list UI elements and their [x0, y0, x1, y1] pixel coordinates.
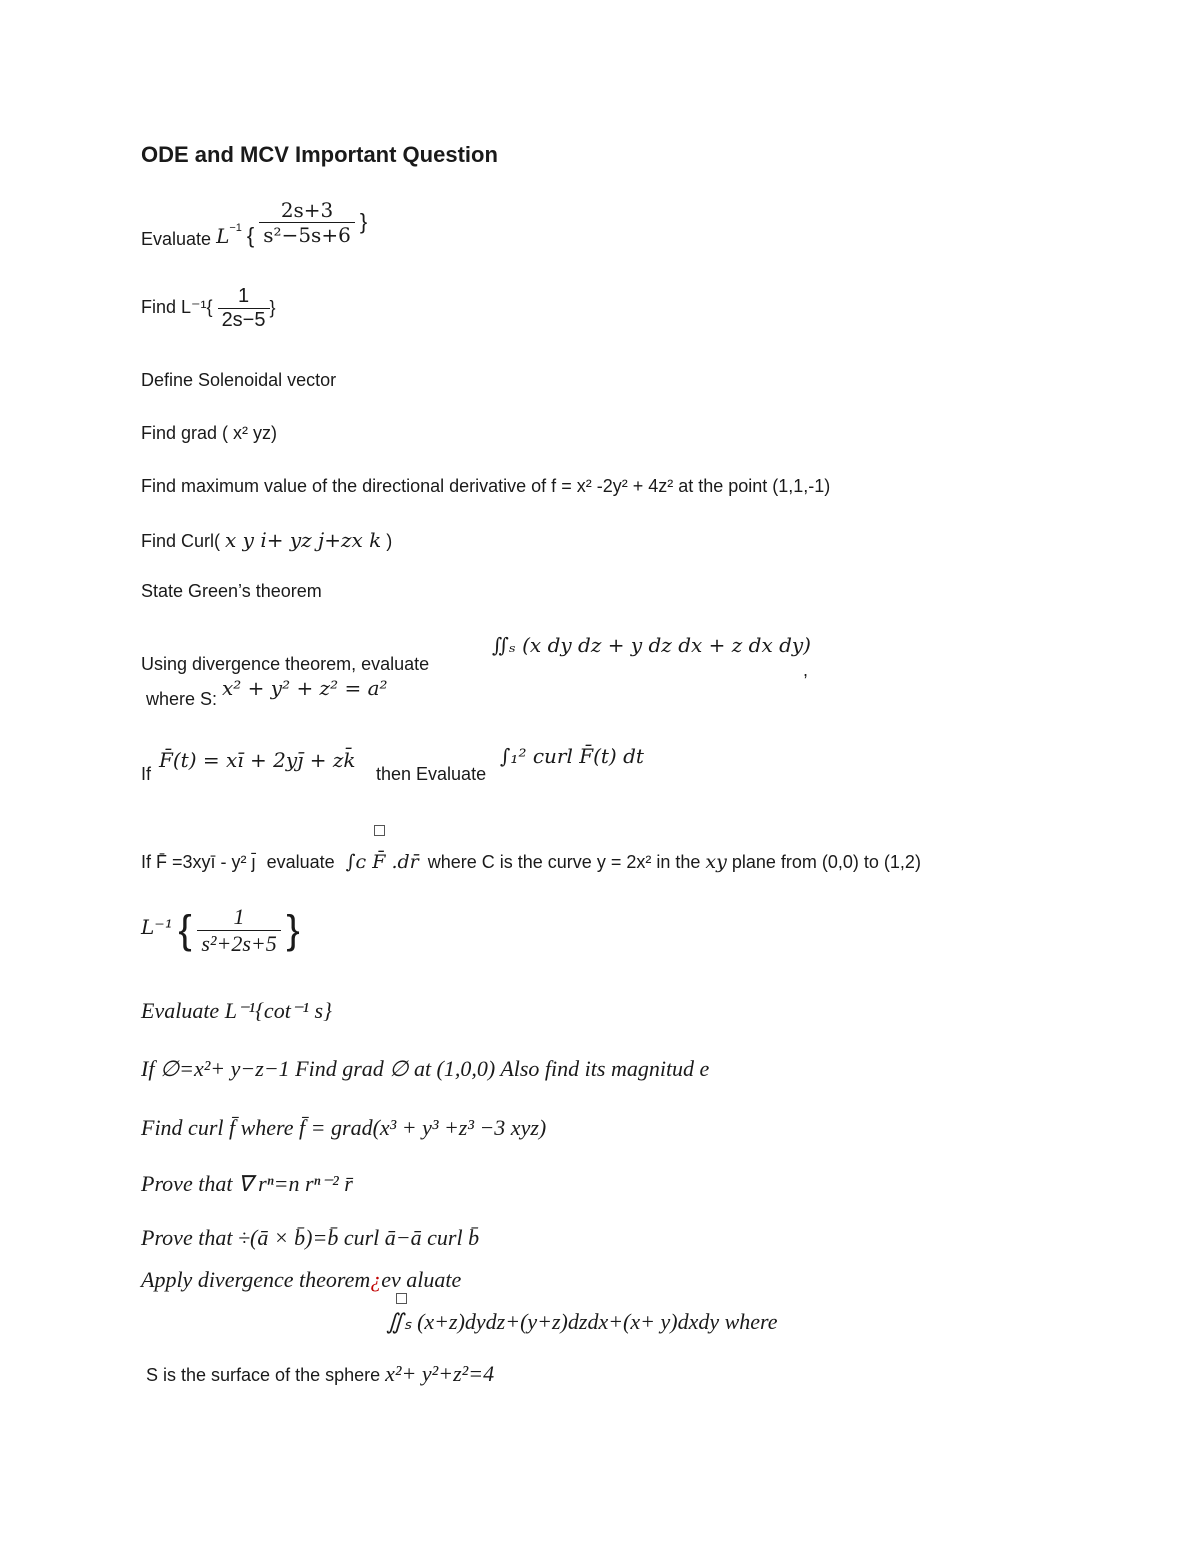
q11-denominator: s²+2s+5	[197, 930, 280, 957]
q1-fraction	[259, 198, 355, 247]
q1-denominator: s²−5s+6	[259, 222, 355, 247]
question-3: Define Solenoidal vector	[141, 370, 337, 390]
q6-suffix: )	[386, 531, 393, 551]
q11-fraction	[197, 904, 280, 957]
q1-brace-open: {	[246, 223, 255, 249]
q9-expr: F̄(t) = xī + 2yȷ̄ + zk̄	[159, 748, 356, 772]
q19-text: S is the surface of the sphere	[146, 1365, 381, 1385]
q11-brace-open: {	[178, 908, 192, 952]
q2-fraction	[218, 285, 270, 332]
question-14: Find curl f̄ where f̄ = grad(x³ + y³ +z³ −3 xyz)	[141, 1115, 547, 1140]
question-16: Prove that ÷(ā × b̄)=b̄ curl ā−ā curl b̄	[141, 1225, 480, 1250]
question-7: State Green’s theorem	[141, 581, 322, 601]
question-13: If ∅=x²+ y−z−1 Find grad ∅ at (1,0,0) Also find its magnitud e	[141, 1056, 710, 1081]
q11-brace-close: }	[286, 908, 300, 952]
q10-expr: F̄ =3xyī - y² ȷ̄	[156, 852, 256, 872]
q8-comma: ,	[803, 660, 809, 680]
placeholder-box-icon	[374, 823, 385, 841]
q10-tail-a: where C is the curve y = 2x² in the	[427, 852, 701, 872]
question-2	[141, 285, 276, 332]
q19-expr: x²+ y²+z²=4	[385, 1361, 495, 1386]
q9-then: then Evaluate	[376, 764, 487, 784]
q11-op: L⁻¹	[141, 914, 173, 939]
q1-prefix: Evaluate	[141, 229, 212, 250]
q11-numerator: 1	[233, 904, 245, 929]
question-17	[141, 1267, 461, 1293]
q6-prefix: Find Curl(	[141, 531, 221, 551]
question-5: Find maximum value of the directional derivative of f = x² -2y² + 4z² at the point (1,1,-1)	[141, 476, 831, 496]
q17-text-a: Apply divergence theorem	[141, 1267, 371, 1292]
q1-numerator: 2s+3	[280, 198, 334, 222]
question-6	[141, 528, 392, 552]
question-4: Find grad ( x² yz)	[141, 423, 278, 443]
q8-prefix: Using divergence theorem, evaluate	[141, 654, 430, 674]
q10-tail-b: plane from (0,0) to (1,2)	[731, 852, 921, 872]
question-12: Evaluate L⁻¹{cot⁻¹ s}	[141, 998, 332, 1023]
q6-expr: x y i+ yz j+zx k	[225, 528, 382, 552]
question-18: ∬ₛ (x+z)dydz+(y+z)dzdx+(x+ y)dxdy where	[386, 1309, 778, 1334]
q8-integral: ∬ₛ (x dy dz + y dz dx + z dx dy)	[492, 633, 811, 657]
q17-text-b: ev aluate	[381, 1267, 462, 1292]
q10-if: If	[141, 852, 152, 872]
q2-prefix: Find L⁻¹{	[141, 297, 213, 318]
q10-tail-xy: xy	[705, 851, 727, 873]
q8-surface: x² + y² + z² = a²	[222, 676, 388, 700]
question-11	[141, 904, 300, 957]
question-1	[141, 198, 368, 250]
q9-if: If	[141, 764, 152, 784]
q10-eval: evaluate	[266, 852, 335, 872]
q1-op: L	[216, 224, 230, 249]
q2-denominator: 2s−5	[218, 308, 270, 332]
question-15: Prove that ∇ rⁿ=n rⁿ⁻² r̄	[141, 1171, 353, 1196]
q8-where: where S:	[146, 689, 218, 709]
q1-op-sup: −1	[229, 222, 242, 235]
question-19	[146, 1361, 494, 1387]
placeholder-box-icon-2	[396, 1291, 407, 1309]
q2-brace-close: }	[269, 297, 276, 318]
page-title: ODE and MCV Important Question	[141, 142, 498, 167]
q17-red-glyph: ¿	[370, 1267, 382, 1292]
q2-numerator: 1	[237, 285, 250, 307]
q1-brace-close: }	[359, 209, 368, 235]
question-10	[141, 851, 921, 873]
q10-integral: ∫ᴄ F̄ .dr̄	[345, 851, 419, 873]
q9-integral: ∫₁² curl F̄(t) dt	[500, 744, 644, 768]
